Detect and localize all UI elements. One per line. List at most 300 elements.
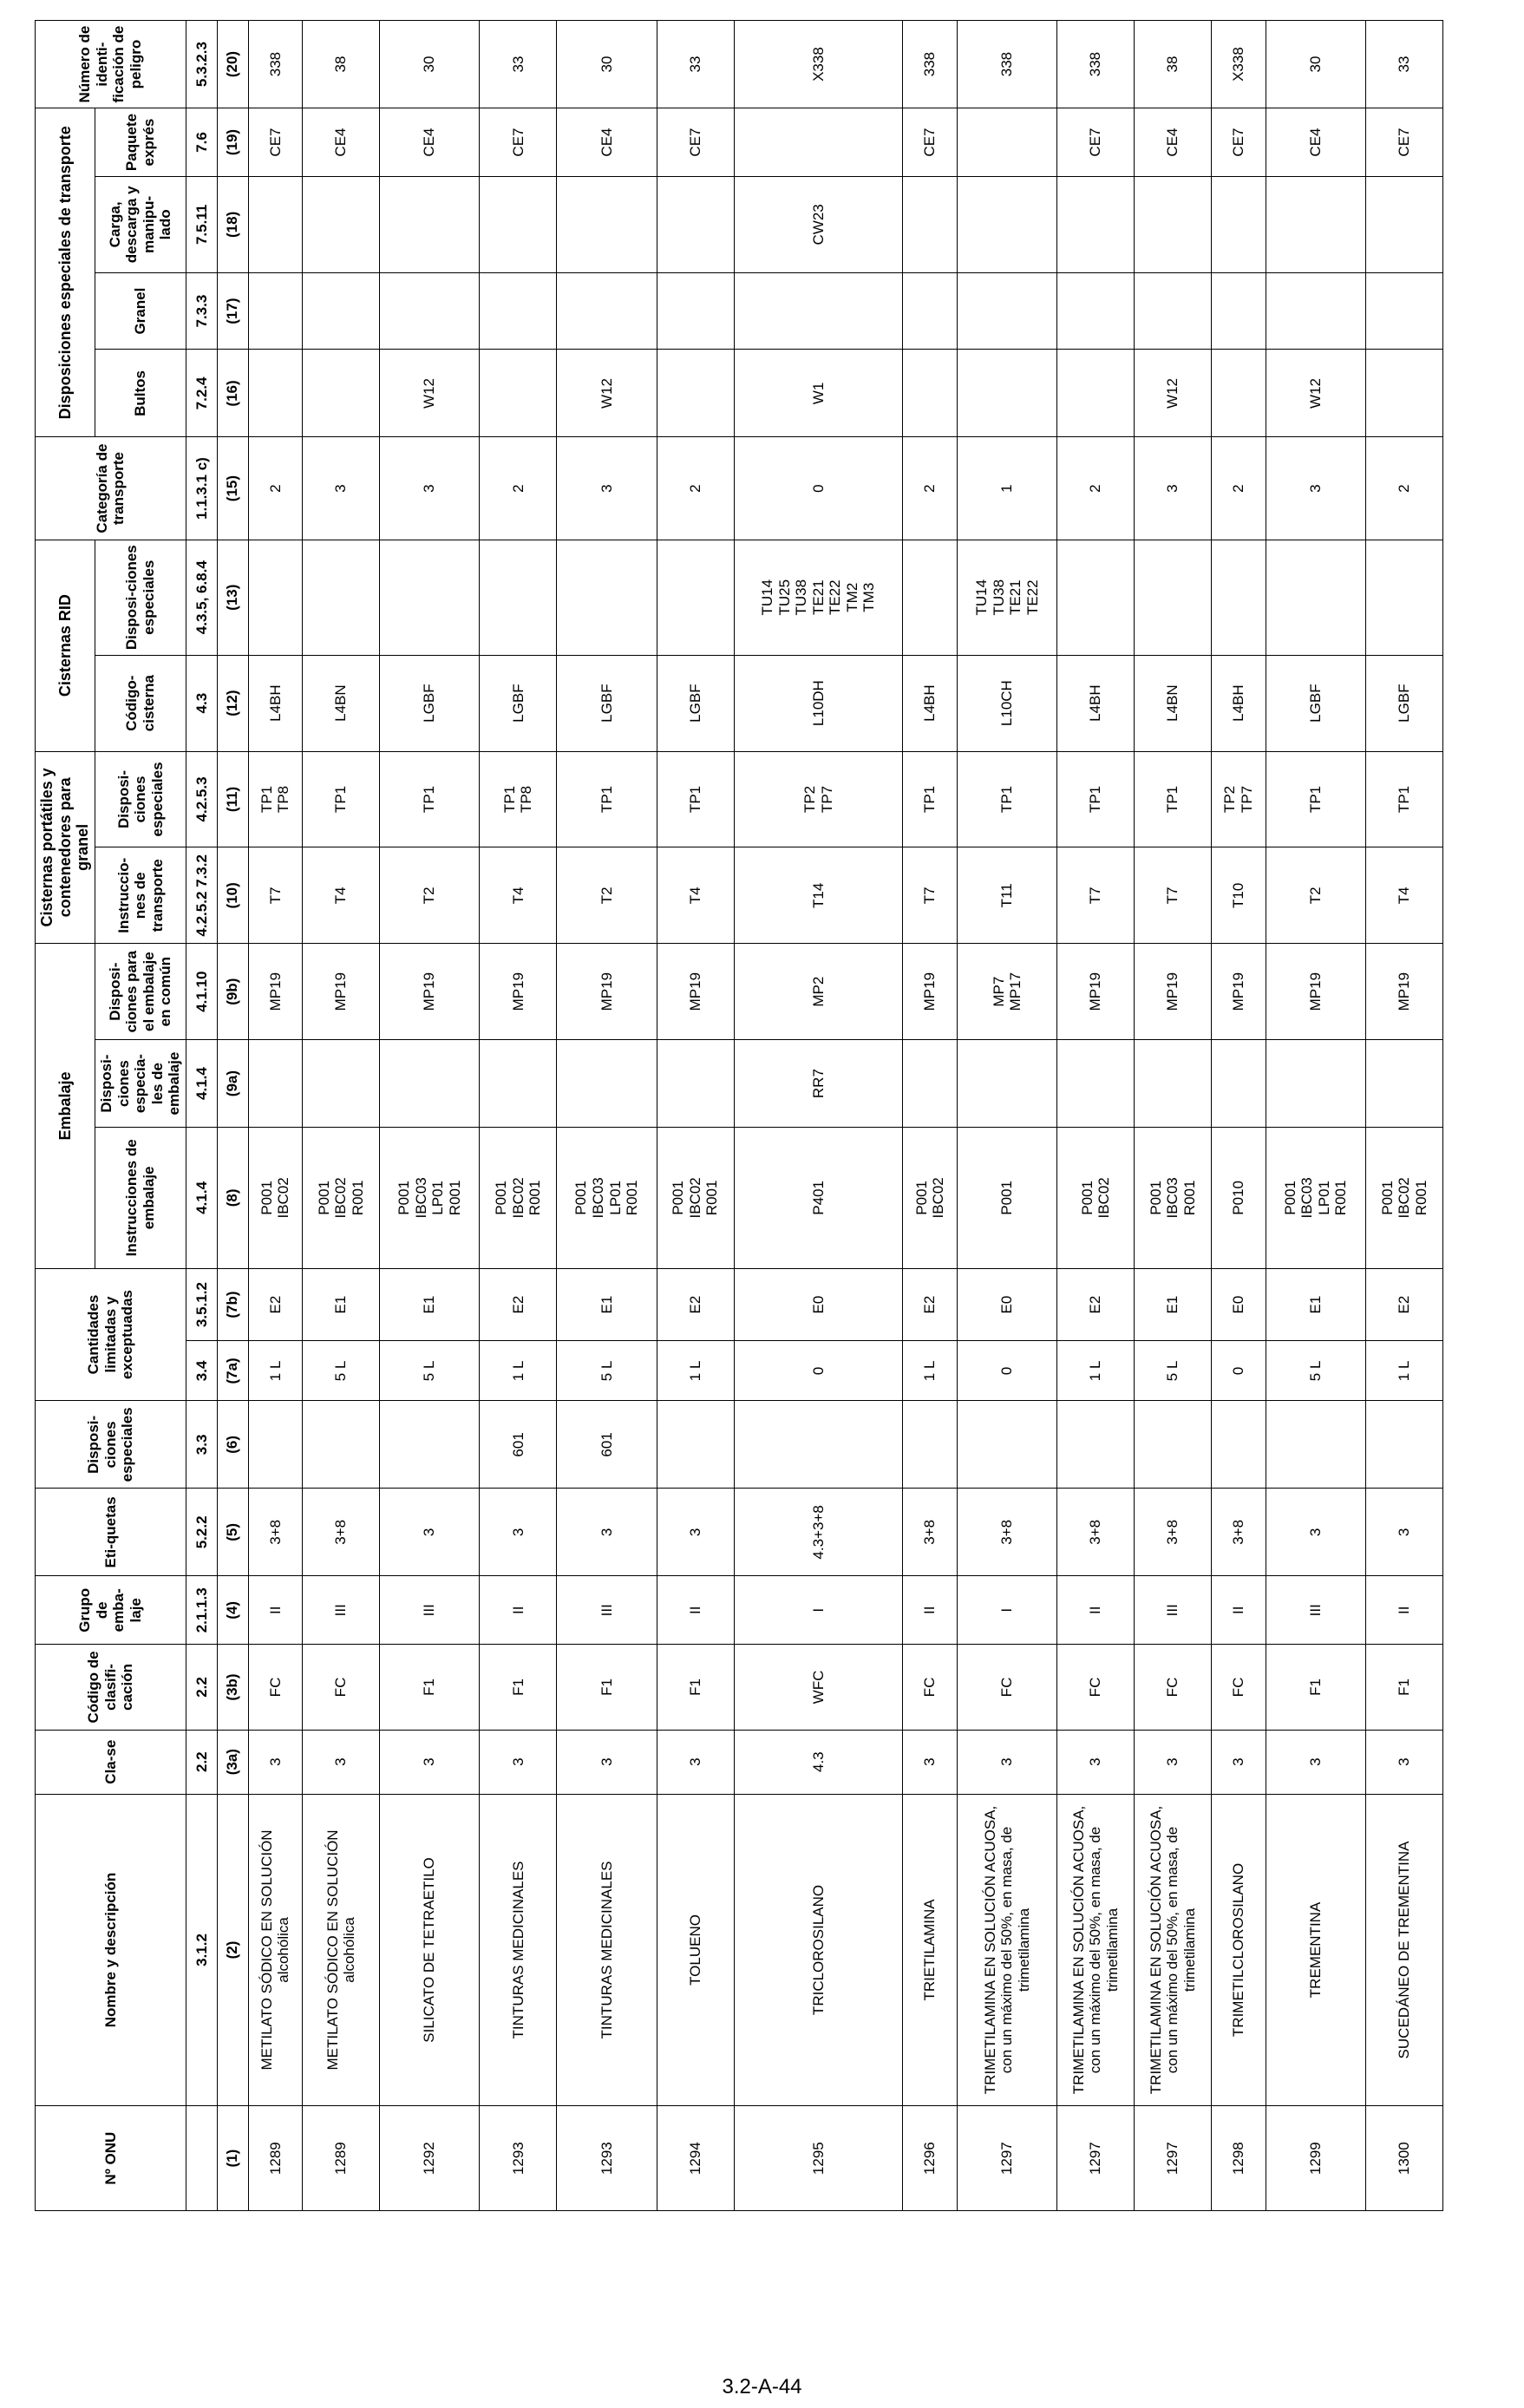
table-cell: 3 xyxy=(657,1489,734,1576)
un-number-cell: 1297 xyxy=(957,2106,1056,2211)
un-number-cell: 1297 xyxy=(1057,2106,1135,2211)
table-cell xyxy=(734,108,903,177)
table-cell: 1 xyxy=(957,437,1056,540)
header-portable-tanks: Cisternas portátiles y contenedores para granel xyxy=(36,751,95,944)
table-cell: 3 xyxy=(1135,437,1212,540)
table-cell xyxy=(1135,1401,1212,1489)
reference-cell: 4.1.4 xyxy=(186,1128,217,1269)
column-number-cell: (1) xyxy=(217,2106,248,2211)
un-number-cell: 1297 xyxy=(1135,2106,1212,2211)
table-cell xyxy=(957,108,1056,177)
table-row xyxy=(557,21,657,2211)
name-cell: TRIETILAMINA xyxy=(903,1794,957,2106)
table-cell xyxy=(1212,1401,1266,1489)
table-cell: 3+8 xyxy=(248,1489,302,1576)
header-classification-code: Código de clasifi-cación xyxy=(36,1645,186,1731)
table-cell: E1 xyxy=(557,1268,657,1341)
table-row xyxy=(657,21,734,2211)
table-cell: CE7 xyxy=(1057,108,1135,177)
table-cell xyxy=(248,1401,302,1489)
table-cell: 3 xyxy=(1212,1730,1266,1794)
table-cell: T4 xyxy=(1365,847,1442,944)
table-cell: E2 xyxy=(1365,1268,1442,1341)
table-cell: TP1 xyxy=(557,751,657,847)
reference-cell: 4.3 xyxy=(186,655,217,751)
table-cell: P001 IBC02 R001 xyxy=(1365,1128,1442,1269)
table-cell xyxy=(248,272,302,350)
table-cell: L4BH xyxy=(1057,655,1135,751)
table-cell xyxy=(1212,176,1266,272)
column-number-cell: (9a) xyxy=(217,1040,248,1128)
table-row xyxy=(1266,21,1365,2211)
table-cell xyxy=(903,540,957,655)
table-cell: RR7 xyxy=(734,1040,903,1128)
un-number-cell: 1295 xyxy=(734,2106,903,2211)
table-cell: 1 L xyxy=(480,1341,557,1401)
table-cell: LGBF xyxy=(1266,655,1365,751)
un-number-cell: 1299 xyxy=(1266,2106,1365,2211)
table-cell: 3+8 xyxy=(1057,1489,1135,1576)
un-number-cell: 1298 xyxy=(1212,2106,1266,2211)
header-tank-code: Código-cisterna xyxy=(95,655,186,751)
un-number-cell: 1292 xyxy=(380,2106,480,2211)
header-express: Paquete exprés xyxy=(95,108,186,177)
table-cell: P001 IBC02 R001 xyxy=(657,1128,734,1269)
table-cell: 0 xyxy=(957,1341,1056,1401)
name-cell: METILATO SÓDICO EN SOLUCIÓN alcohólica xyxy=(303,1794,380,2106)
reference-row xyxy=(186,21,217,2211)
table-cell: 30 xyxy=(557,21,657,108)
table-cell: II xyxy=(480,1576,557,1645)
table-cell: 38 xyxy=(1135,21,1212,108)
table-cell: CE7 xyxy=(657,108,734,177)
header-special-packing-provisions: Disposi-ciones especia-les de embalaje xyxy=(95,1040,186,1128)
table-cell xyxy=(1365,272,1442,350)
table-cell xyxy=(657,176,734,272)
reference-cell: 2.1.1.3 xyxy=(186,1576,217,1645)
header-tank-special-provisions: Disposi-ciones especiales xyxy=(95,751,186,847)
table-cell: E2 xyxy=(248,1268,302,1341)
header-packaging: Embalaje xyxy=(36,944,95,1268)
table-cell: P001 IBC02 xyxy=(1057,1128,1135,1269)
table-cell xyxy=(1266,540,1365,655)
table-cell: LGBF xyxy=(1365,655,1442,751)
table-cell: MP19 xyxy=(557,944,657,1040)
table-cell: FC xyxy=(248,1645,302,1731)
reference-cell: 4.1.4 xyxy=(186,1040,217,1128)
table-cell xyxy=(903,1040,957,1128)
table-cell xyxy=(1057,1040,1135,1128)
table-cell: TU14 TU38 TE21 TE22 xyxy=(957,540,1056,655)
table-cell: CE7 xyxy=(480,108,557,177)
reference-cell: 4.3.5, 6.8.4 xyxy=(186,540,217,655)
table-cell: TP1 xyxy=(1135,751,1212,847)
table-row xyxy=(1212,21,1266,2211)
table-cell xyxy=(303,272,380,350)
name-cell: TINTURAS MEDICINALES xyxy=(557,1794,657,2106)
table-cell: F1 xyxy=(1365,1645,1442,1731)
table-cell xyxy=(1365,176,1442,272)
column-number-cell: (18) xyxy=(217,176,248,272)
table-cell: III xyxy=(380,1576,480,1645)
table-cell: E2 xyxy=(480,1268,557,1341)
table-cell: 3 xyxy=(1266,1730,1365,1794)
table-cell: 3+8 xyxy=(1212,1489,1266,1576)
reference-cell: 3.3 xyxy=(186,1401,217,1489)
table-cell: 5 L xyxy=(1135,1341,1212,1401)
table-cell xyxy=(657,540,734,655)
table-cell xyxy=(248,350,302,437)
table-cell: III xyxy=(557,1576,657,1645)
reference-cell: 7.3.3 xyxy=(186,272,217,350)
column-number-cell: (13) xyxy=(217,540,248,655)
table-cell: T10 xyxy=(1212,847,1266,944)
table-cell: E0 xyxy=(734,1268,903,1341)
table-row xyxy=(903,21,957,2211)
table-cell xyxy=(380,272,480,350)
reference-cell: 3.5.1.2 xyxy=(186,1268,217,1341)
table-cell xyxy=(557,176,657,272)
table-cell xyxy=(1057,350,1135,437)
reference-cell: 4.1.10 xyxy=(186,944,217,1040)
table-cell: FC xyxy=(957,1645,1056,1731)
table-cell: CE4 xyxy=(380,108,480,177)
table-cell: CE7 xyxy=(903,108,957,177)
table-cell: P401 xyxy=(734,1128,903,1269)
table-cell: 2 xyxy=(657,437,734,540)
column-number-cell: (17) xyxy=(217,272,248,350)
table-cell: WFC xyxy=(734,1645,903,1731)
table-cell: 3 xyxy=(380,1730,480,1794)
table-cell xyxy=(1135,1040,1212,1128)
table-cell: 601 xyxy=(480,1401,557,1489)
table-cell: II xyxy=(1212,1576,1266,1645)
table-cell: CE4 xyxy=(1266,108,1365,177)
table-cell: CE4 xyxy=(303,108,380,177)
table-cell: LGBF xyxy=(657,655,734,751)
table-cell: T7 xyxy=(1057,847,1135,944)
reference-cell: 5.3.2.3 xyxy=(186,21,217,108)
table-cell: 30 xyxy=(1266,21,1365,108)
table-cell: 1 L xyxy=(248,1341,302,1401)
table-cell xyxy=(1057,540,1135,655)
header-limited-excepted: Cantidades limitadas y exceptuadas xyxy=(36,1268,186,1401)
table-cell xyxy=(903,350,957,437)
table-cell: F1 xyxy=(380,1645,480,1731)
table-cell: 3 xyxy=(903,1730,957,1794)
column-number-cell: (2) xyxy=(217,1794,248,2106)
header-packages: Bultos xyxy=(95,350,186,437)
table-cell: P001 IBC02 R001 xyxy=(303,1128,380,1269)
table-cell: L10CH xyxy=(957,655,1056,751)
table-row xyxy=(734,21,903,2211)
un-number-cell: 1296 xyxy=(903,2106,957,2211)
table-cell xyxy=(957,272,1056,350)
table-cell: E2 xyxy=(903,1268,957,1341)
table-cell: 4.3 xyxy=(734,1730,903,1794)
header-special-provisions: Disposi-ciones especiales xyxy=(36,1401,186,1489)
table-cell xyxy=(1057,1401,1135,1489)
table-cell: CE7 xyxy=(248,108,302,177)
table-cell xyxy=(1212,272,1266,350)
un-number-cell: 1300 xyxy=(1365,2106,1442,2211)
table-cell: 33 xyxy=(1365,21,1442,108)
table-cell xyxy=(480,540,557,655)
column-number-cell: (5) xyxy=(217,1489,248,1576)
table-cell: P001 IBC02 xyxy=(903,1128,957,1269)
reference-cell: 7.2.4 xyxy=(186,350,217,437)
table-cell xyxy=(1266,176,1365,272)
table-cell xyxy=(1266,1401,1365,1489)
un-number-cell: 1293 xyxy=(557,2106,657,2211)
table-cell: T2 xyxy=(380,847,480,944)
table-cell xyxy=(303,176,380,272)
table-cell: III xyxy=(303,1576,380,1645)
un-number-cell: 1294 xyxy=(657,2106,734,2211)
table-cell: E1 xyxy=(1135,1268,1212,1341)
table-cell: L4BH xyxy=(903,655,957,751)
table-cell xyxy=(380,1040,480,1128)
table-row xyxy=(303,21,380,2211)
table-cell: 33 xyxy=(480,21,557,108)
table-cell: MP19 xyxy=(303,944,380,1040)
table-cell: L4BN xyxy=(1135,655,1212,751)
table-cell: 601 xyxy=(557,1401,657,1489)
table-cell xyxy=(903,272,957,350)
table-cell: TP1 xyxy=(1266,751,1365,847)
table-cell: 5 L xyxy=(303,1341,380,1401)
table-cell xyxy=(248,540,302,655)
header-packing-group: Grupo de emba-laje xyxy=(36,1576,186,1645)
table-cell: II xyxy=(903,1576,957,1645)
header-bulk: Granel xyxy=(95,272,186,350)
table-cell: 3 xyxy=(1365,1489,1442,1576)
table-cell: TP1 xyxy=(903,751,957,847)
table-cell: TP2 TP7 xyxy=(734,751,903,847)
table-cell: TP1 xyxy=(1365,751,1442,847)
table-cell: 3+8 xyxy=(303,1489,380,1576)
table-cell: 338 xyxy=(903,21,957,108)
un-number-cell: 1289 xyxy=(248,2106,302,2211)
table-cell: 1 L xyxy=(1057,1341,1135,1401)
table-cell: P001 IBC03 LP01 R001 xyxy=(557,1128,657,1269)
table-cell xyxy=(557,1040,657,1128)
table-cell xyxy=(1365,350,1442,437)
table-cell: L10DH xyxy=(734,655,903,751)
table-cell: 338 xyxy=(248,21,302,108)
table-cell: TP1 xyxy=(1057,751,1135,847)
table-cell: P001 IBC02 R001 xyxy=(480,1128,557,1269)
header-mixed-packing-provisions: Disposi-ciones para el embalaje en común xyxy=(95,944,186,1040)
table-cell xyxy=(1365,540,1442,655)
column-number-cell: (6) xyxy=(217,1401,248,1489)
table-cell: TU14 TU25 TU38 TE21 TE22 TM2 TM3 xyxy=(734,540,903,655)
table-cell: 338 xyxy=(957,21,1056,108)
table-cell: 1 L xyxy=(903,1341,957,1401)
table-cell: III xyxy=(1266,1576,1365,1645)
table-cell xyxy=(1266,272,1365,350)
rotated-table-container xyxy=(35,20,1443,2211)
un-number-cell: 1293 xyxy=(480,2106,557,2211)
table-cell: 3 xyxy=(303,437,380,540)
table-cell: W1 xyxy=(734,350,903,437)
table-cell: MP19 xyxy=(480,944,557,1040)
table-cell: 1 L xyxy=(1365,1341,1442,1401)
table-cell: MP19 xyxy=(903,944,957,1040)
table-cell: E1 xyxy=(1266,1268,1365,1341)
table-cell: L4BN xyxy=(303,655,380,751)
table-cell xyxy=(480,176,557,272)
table-cell xyxy=(957,1401,1056,1489)
table-cell: 2 xyxy=(1365,437,1442,540)
column-number-cell: (19) xyxy=(217,108,248,177)
table-cell: P001 xyxy=(957,1128,1056,1269)
table-cell: I xyxy=(734,1576,903,1645)
table-cell: MP19 xyxy=(248,944,302,1040)
table-cell: CE7 xyxy=(1212,108,1266,177)
header-un-no: Nº ONU xyxy=(36,2106,186,2211)
table-cell: 3 xyxy=(480,1489,557,1576)
table-cell xyxy=(957,350,1056,437)
header-rid-tanks: Cisternas RID xyxy=(36,540,95,751)
table-cell xyxy=(1057,176,1135,272)
table-cell: MP19 xyxy=(1365,944,1442,1040)
table-cell xyxy=(657,350,734,437)
column-number-cell: (15) xyxy=(217,437,248,540)
table-cell: TP1 xyxy=(957,751,1056,847)
name-cell: SUCEDÁNEO DE TREMENTINA xyxy=(1365,1794,1442,2106)
table-cell: LGBF xyxy=(557,655,657,751)
table-cell xyxy=(1266,1040,1365,1128)
reference-cell: 7.6 xyxy=(186,108,217,177)
table-cell xyxy=(957,1040,1056,1128)
header-loading: Carga, descarga y manipu-lado xyxy=(95,176,186,272)
table-cell: W12 xyxy=(380,350,480,437)
name-cell: TRIMETILCLOROSILANO xyxy=(1212,1794,1266,2106)
header-transport-category: Categoría de transporte xyxy=(36,437,186,540)
table-row xyxy=(1365,21,1442,2211)
table-cell: MP19 xyxy=(380,944,480,1040)
table-cell: T7 xyxy=(1135,847,1212,944)
table-cell xyxy=(734,272,903,350)
dangerous-goods-table xyxy=(35,20,1443,2211)
table-cell: 2 xyxy=(480,437,557,540)
table-cell: 2 xyxy=(1212,437,1266,540)
table-cell: TP1 xyxy=(657,751,734,847)
table-cell xyxy=(734,1401,903,1489)
table-cell: FC xyxy=(303,1645,380,1731)
table-cell: E2 xyxy=(1057,1268,1135,1341)
table-cell: 3 xyxy=(1057,1730,1135,1794)
table-cell: 0 xyxy=(1212,1341,1266,1401)
table-cell: II xyxy=(248,1576,302,1645)
reference-cell: 3.4 xyxy=(186,1341,217,1401)
table-cell xyxy=(248,1040,302,1128)
table-cell: MP19 xyxy=(1212,944,1266,1040)
name-cell: TRIMETILAMINA EN SOLUCIÓN ACUOSA, con un máximo del 50%, en masa, de trimetilamina xyxy=(1057,1794,1135,2106)
table-cell xyxy=(1365,1040,1442,1128)
table-cell: P001 IBC03 LP01 R001 xyxy=(380,1128,480,1269)
table-cell: 3 xyxy=(303,1730,380,1794)
table-cell: 0 xyxy=(734,1341,903,1401)
column-number-cell: (10) xyxy=(217,847,248,944)
table-cell: 3 xyxy=(557,437,657,540)
table-cell: E1 xyxy=(303,1268,380,1341)
table-cell: 3 xyxy=(380,437,480,540)
name-cell: TRICLOROSILANO xyxy=(734,1794,903,2106)
table-cell: II xyxy=(1057,1576,1135,1645)
table-cell: 3 xyxy=(557,1730,657,1794)
reference-cell: 2.2 xyxy=(186,1645,217,1731)
table-cell: T4 xyxy=(480,847,557,944)
table-cell: X338 xyxy=(734,21,903,108)
table-cell: TP1 xyxy=(380,751,480,847)
table-cell xyxy=(1135,540,1212,655)
reference-cell xyxy=(186,2106,217,2211)
table-cell: TP1 xyxy=(303,751,380,847)
header-packing-instructions: Instrucciones de embalaje xyxy=(95,1128,186,1269)
table-cell: 4.3+3+8 xyxy=(734,1489,903,1576)
table-cell: 3+8 xyxy=(903,1489,957,1576)
table-cell xyxy=(303,1401,380,1489)
table-cell: P001 IBC03 LP01 R001 xyxy=(1266,1128,1365,1269)
table-cell: T4 xyxy=(657,847,734,944)
table-cell: 0 xyxy=(734,437,903,540)
table-cell: T11 xyxy=(957,847,1056,944)
header-labels: Eti-quetas xyxy=(36,1489,186,1576)
table-cell: 3+8 xyxy=(1135,1489,1212,1576)
table-cell xyxy=(380,176,480,272)
table-cell: 5 L xyxy=(1266,1341,1365,1401)
table-cell: II xyxy=(1365,1576,1442,1645)
table-cell xyxy=(1135,272,1212,350)
table-cell xyxy=(1135,176,1212,272)
table-cell: X338 xyxy=(1212,21,1266,108)
table-cell: III xyxy=(1135,1576,1212,1645)
table-cell xyxy=(1212,540,1266,655)
table-cell: FC xyxy=(1057,1645,1135,1731)
table-cell: 38 xyxy=(303,21,380,108)
column-number-cell: (9b) xyxy=(217,944,248,1040)
table-cell: T7 xyxy=(248,847,302,944)
table-cell: 2 xyxy=(248,437,302,540)
table-cell: T4 xyxy=(303,847,380,944)
table-cell xyxy=(957,176,1056,272)
table-cell: 3 xyxy=(657,1730,734,1794)
table-cell: 5 L xyxy=(557,1341,657,1401)
table-cell: FC xyxy=(1212,1645,1266,1731)
table-cell: LGBF xyxy=(480,655,557,751)
page-number: 3.2-A-44 xyxy=(722,2375,802,2398)
table-cell: 3 xyxy=(557,1489,657,1576)
table-cell: FC xyxy=(1135,1645,1212,1731)
name-cell: TRIMETILAMINA EN SOLUCIÓN ACUOSA, con un máximo del 50%, en masa, de trimetilamina xyxy=(1135,1794,1212,2106)
table-cell xyxy=(1212,1040,1266,1128)
table-cell: I xyxy=(957,1576,1056,1645)
name-cell: METILATO SÓDICO EN SOLUCIÓN alcohólica xyxy=(248,1794,302,2106)
table-cell: T7 xyxy=(903,847,957,944)
table-cell xyxy=(657,1401,734,1489)
table-cell: E1 xyxy=(380,1268,480,1341)
reference-cell: 4.2.5.2 7.3.2 xyxy=(186,847,217,944)
table-cell: 30 xyxy=(380,21,480,108)
table-cell xyxy=(303,540,380,655)
table-cell: 33 xyxy=(657,21,734,108)
header-instructions-transport: Instruccio-nes de transporte xyxy=(95,847,186,944)
table-cell: L4BH xyxy=(248,655,302,751)
column-number-cell: (3b) xyxy=(217,1645,248,1731)
table-cell: F1 xyxy=(557,1645,657,1731)
